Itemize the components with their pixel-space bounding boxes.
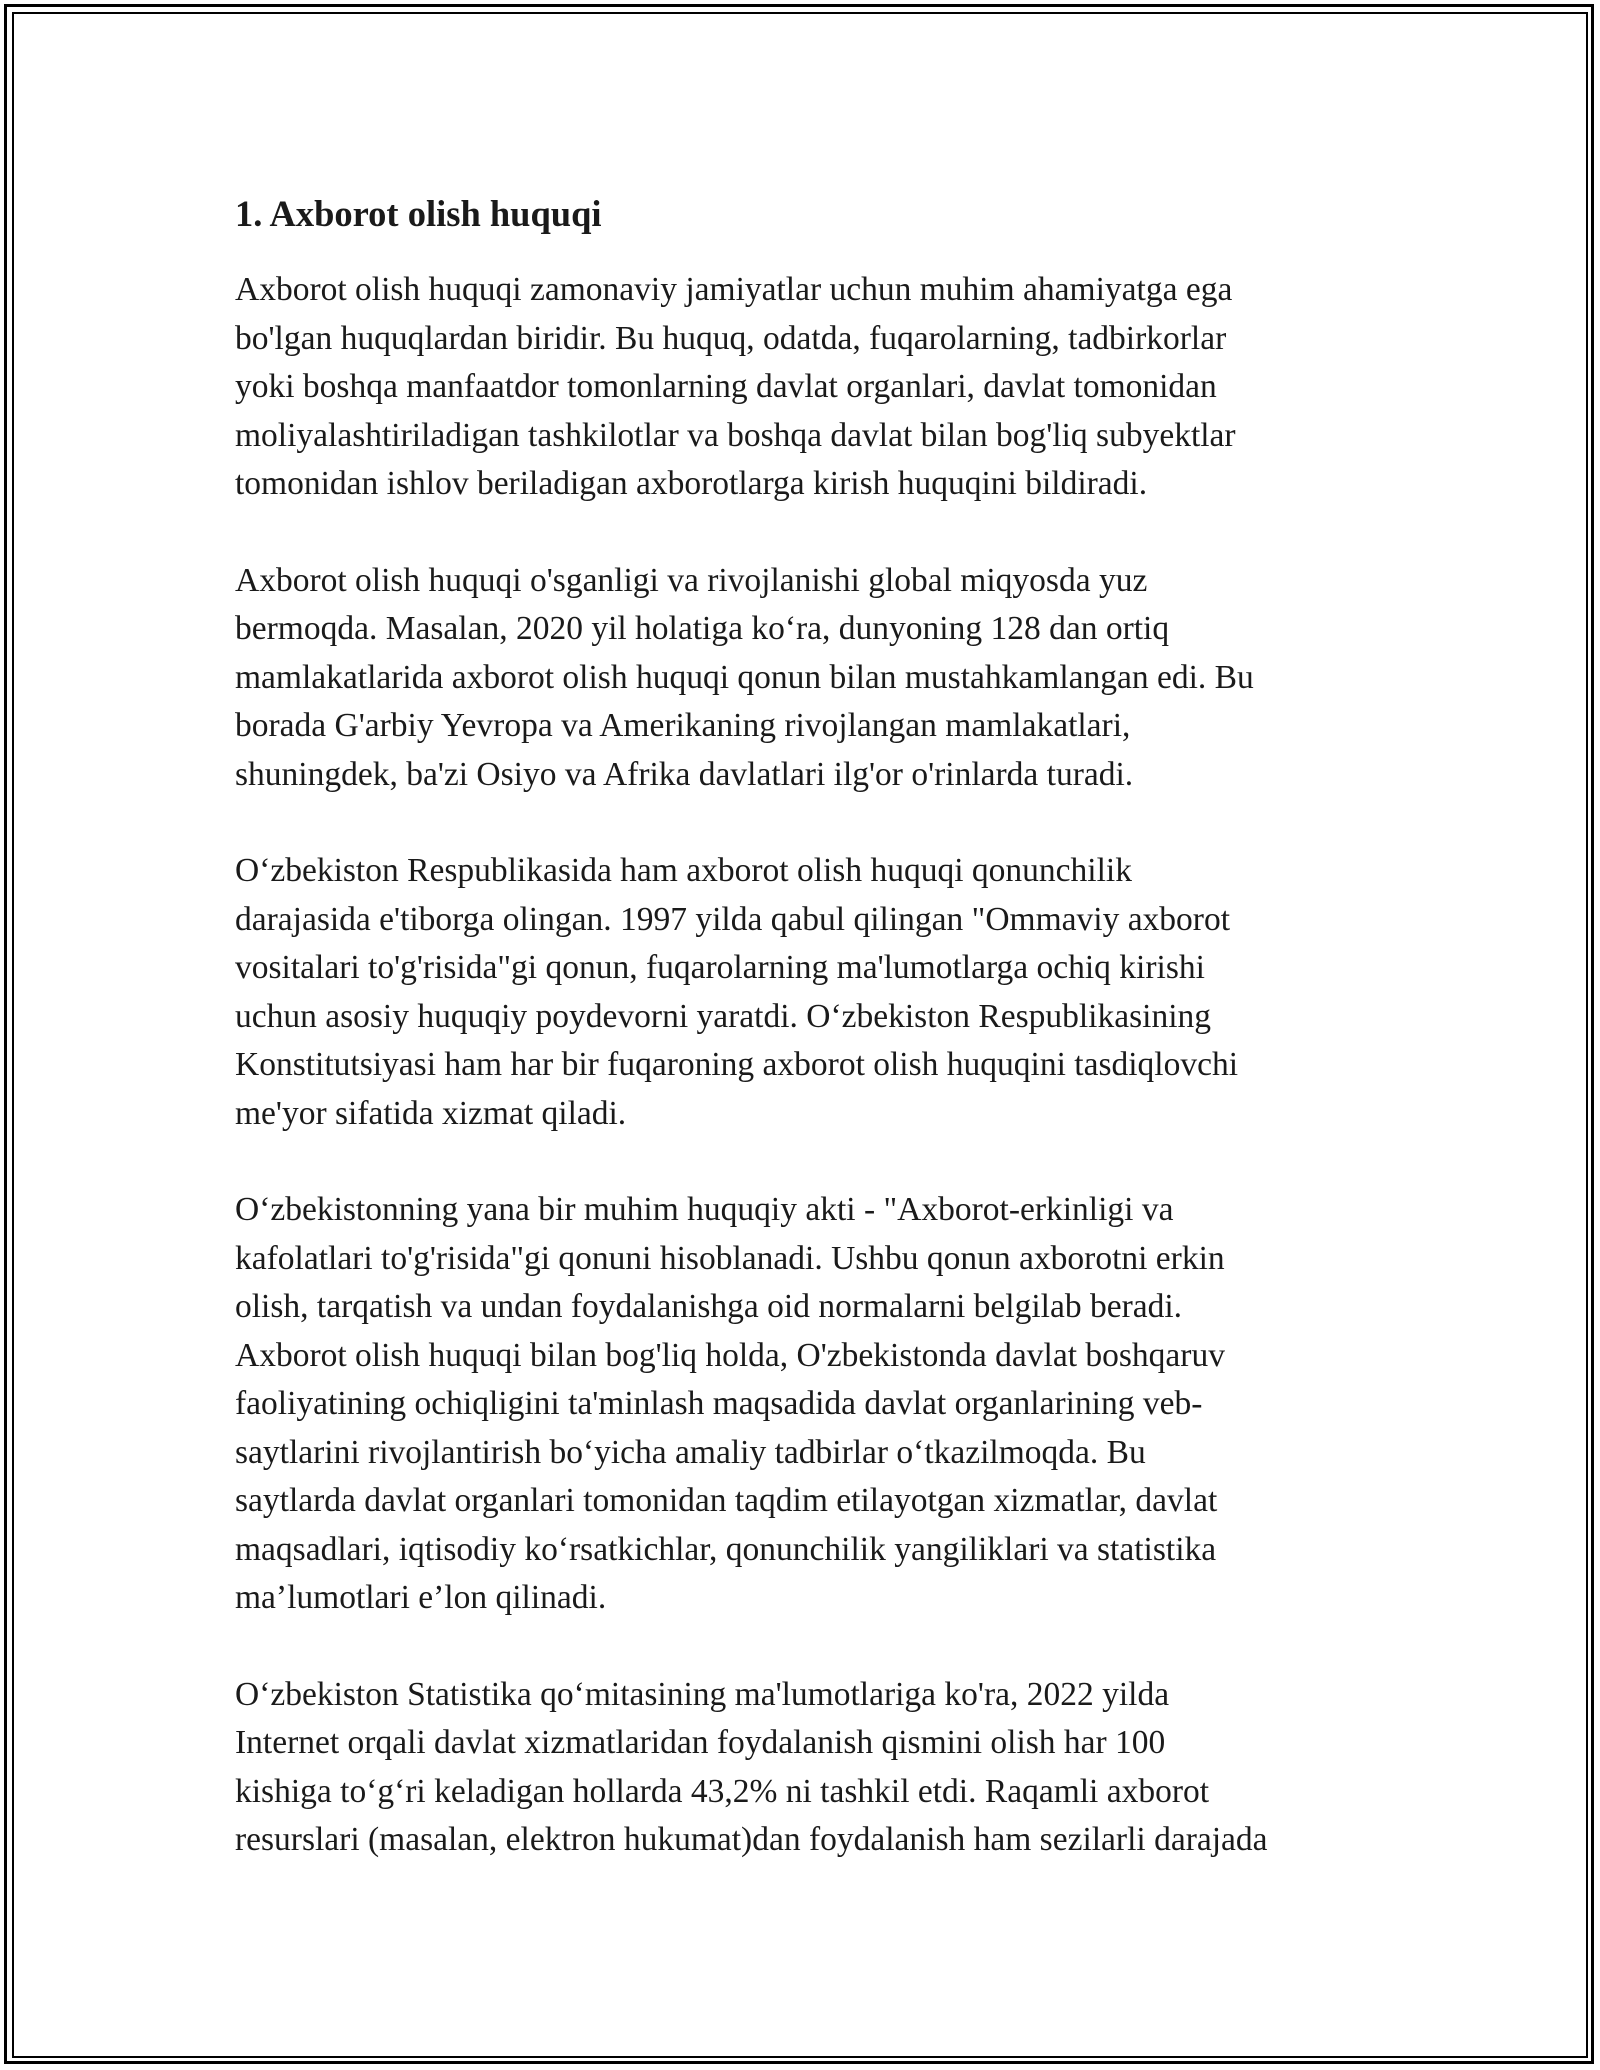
section-heading: 1. Axborot olish huquqi [235, 193, 602, 234]
paragraph-2: Axborot olish huquqi o'sganligi va rivojlanishi global miqyosda yuz bermoqda. Masalan, 2020 yil holatiga ko‘ra, dunyoning 128 dan ortiq mamlakatlarida axborot olish huquqi qonun bilan mustahkamlangan edi. Bu borada G'arbiy Yevropa va Amerikaning rivojlangan mamlakatlari, shuningdek, ba'zi Osiyo va Afrika davlatlari ilg'or o'rinlarda turadi. [235, 561, 1254, 793]
document-body [235, 188, 1375, 1913]
paragraph-1: Axborot olish huquqi zamonaviy jamiyatlar uchun muhim ahamiyatga ega bo'lgan huquqlardan biridir. Bu huquq, odatda, fuqarolarning, tadbirkorlar yoki boshqa manfaatdor tomonlarning davlat organlari, davlat tomonidan moliyalashtiriladigan tashkilotlar va boshqa davlat bilan bog'liq subyektlar tomonidan ishlov beriladigan axborotlarga kirish huquqini bildiradi. [235, 271, 1236, 502]
paragraph-3: O‘zbekiston Respublikasida ham axborot olish huquqi qonunchilik darajasida e'tiborga olingan. 1997 yilda qabul qilingan "Ommaviy axborot vositalari to'g'risida"gi qonun, fuqarolarning ma'lumotlarga ochiq kirishi uchun asosiy huquqiy poydevorni yaratdi. O‘zbekiston Respublikasining Konstitutsiyasi ham har bir fuqaroning axborot olish huquqini tasdiqlovchi me'yor sifatida xizmat qiladi. [235, 852, 1239, 1132]
paragraph-4: O‘zbekistonning yana bir muhim huquqiy akti - "Axborot-erkinligi va kafolatlari to'g'risida"gi qonuni hisoblanadi. Ushbu qonun axborotni erkin olish, tarqatish va undan foydalanishga oid normalarni belgilab beradi. Axborot olish huquqi bilan bog'liq holda, O'zbekistonda davlat boshqaruv faoliyatining ochiqligini ta'minlash maqsadida davlat organlarining veb- saytlarini rivojlantirish bo‘yicha amaliy tadbirlar o‘tkazilmoqda. Bu saytlarda davlat organlari tomonidan taqdim etilayotgan xizmatlar, davlat maqsadlari, iqtisodiy ko‘rsatkichlar, qonunchilik yangiliklari va statistika ma’lumotlari e’lon qilinadi. [235, 1191, 1225, 1616]
paragraph-5: O‘zbekiston Statistika qo‘mitasining ma'lumotlariga ko'ra, 2022 yilda Internet orqali davlat xizmatlaridan foydalanish qismini olish har 100 kishiga to‘g‘ri keladigan hollarda 43,2% ni tashkil etdi. Raqamli axborot resurslari (masalan, elektron hukumat)dan foydalanish ham sezilarli darajada [235, 1675, 1268, 1858]
